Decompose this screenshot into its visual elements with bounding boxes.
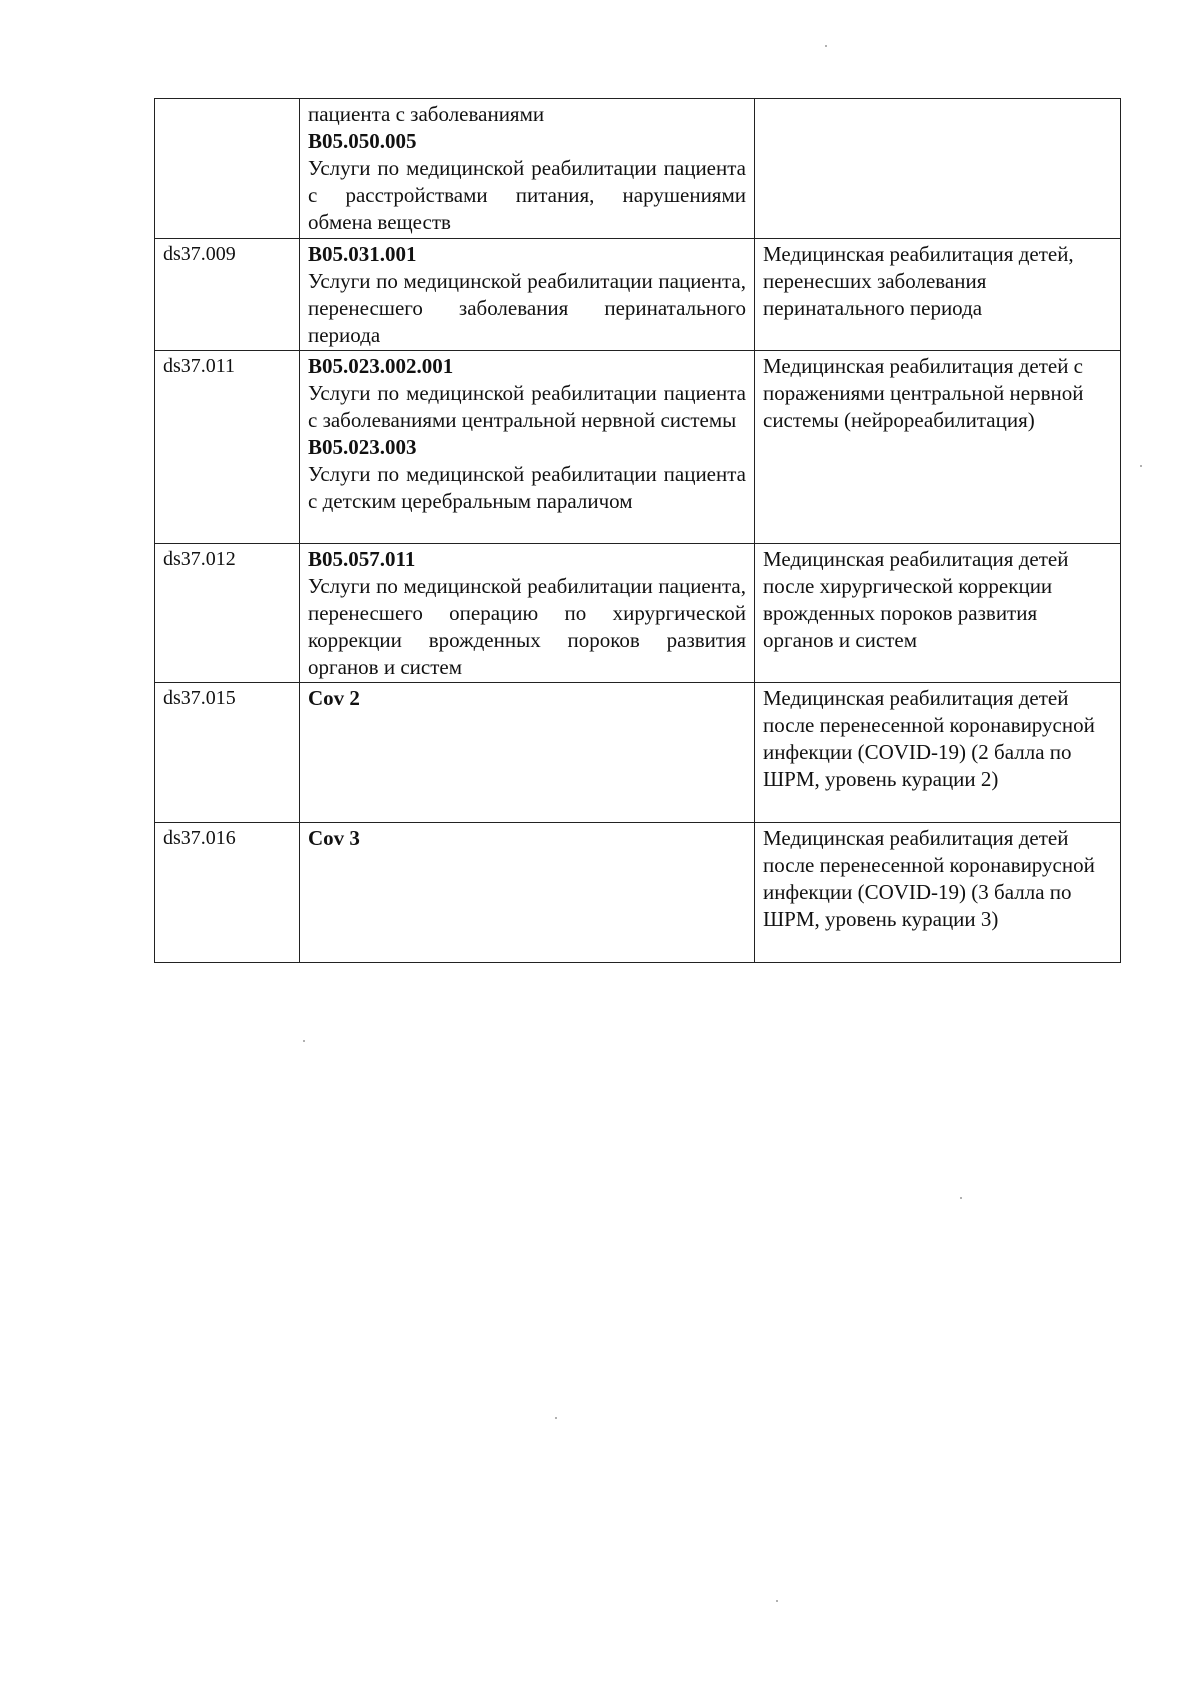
table-row — [155, 239, 1121, 351]
service-text: Услуги по медицинской реабилитации пациента, перенесшего операцию по хирургической коррекции врожденных пороков развития органов и систем — [308, 574, 746, 679]
service-code: B05.023.003 — [308, 435, 417, 459]
service-code: B05.050.005 — [308, 129, 417, 153]
service-text: Услуги по медицинской реабилитации пациента с расстройствами питания, нарушениями обмена веществ — [308, 156, 746, 234]
services-cell — [300, 239, 755, 351]
code-cell: ds37.016 — [155, 823, 300, 963]
table-row — [155, 351, 1121, 544]
code-cell: ds37.012 — [155, 544, 300, 683]
service-text: пациента с заболеваниями — [308, 102, 545, 126]
description-cell: Медицинская реабилитация детей после перенесенной коронавирусной инфекции (COVID-19) (2 балла по ШРМ, уровень курации 2) — [755, 683, 1121, 823]
service-text: Услуги по медицинской реабилитации пациента с детским церебральным параличом — [308, 462, 746, 513]
table-row — [155, 99, 1121, 239]
description-cell: Медицинская реабилитация детей, перенесших заболевания перинатального периода — [755, 239, 1121, 351]
service-code: B05.031.001 — [308, 242, 417, 266]
service-code: B05.023.002.001 — [308, 354, 454, 378]
code-cell: ds37.011 — [155, 351, 300, 544]
services-cell — [300, 99, 755, 239]
services-cell — [300, 544, 755, 683]
table-row — [155, 544, 1121, 683]
scan-speck — [776, 1600, 778, 1602]
table-row — [155, 683, 1121, 823]
services-cell — [300, 823, 755, 963]
description-cell: Медицинская реабилитация детей после хирургической коррекции врожденных пороков развития органов и систем — [755, 544, 1121, 683]
description-cell: Медицинская реабилитация детей после перенесенной коронавирусной инфекции (COVID-19) (3 балла по ШРМ, уровень курации 3) — [755, 823, 1121, 963]
scan-speck — [555, 1417, 557, 1419]
services-cell — [300, 351, 755, 544]
service-text: Услуги по медицинской реабилитации пациента, перенесшего заболевания перинатального периода — [308, 269, 746, 347]
description-cell: Медицинская реабилитация детей с поражениями центральной нервной системы (нейрореабилитация) — [755, 351, 1121, 544]
service-code: Cov 3 — [308, 826, 360, 850]
service-text: Услуги по медицинской реабилитации пациента с заболеваниями центральной нервной системы — [308, 381, 746, 432]
service-code: B05.057.011 — [308, 547, 416, 571]
code-cell — [155, 99, 300, 239]
service-code: Cov 2 — [308, 686, 360, 710]
scan-speck — [1140, 465, 1142, 467]
scan-speck — [960, 1197, 962, 1199]
services-cell — [300, 683, 755, 823]
scan-speck — [303, 1040, 305, 1042]
description-cell — [755, 99, 1121, 239]
code-cell: ds37.009 — [155, 239, 300, 351]
scan-speck — [825, 45, 827, 47]
code-cell: ds37.015 — [155, 683, 300, 823]
rehabilitation-table — [154, 98, 1121, 963]
table-row — [155, 823, 1121, 963]
